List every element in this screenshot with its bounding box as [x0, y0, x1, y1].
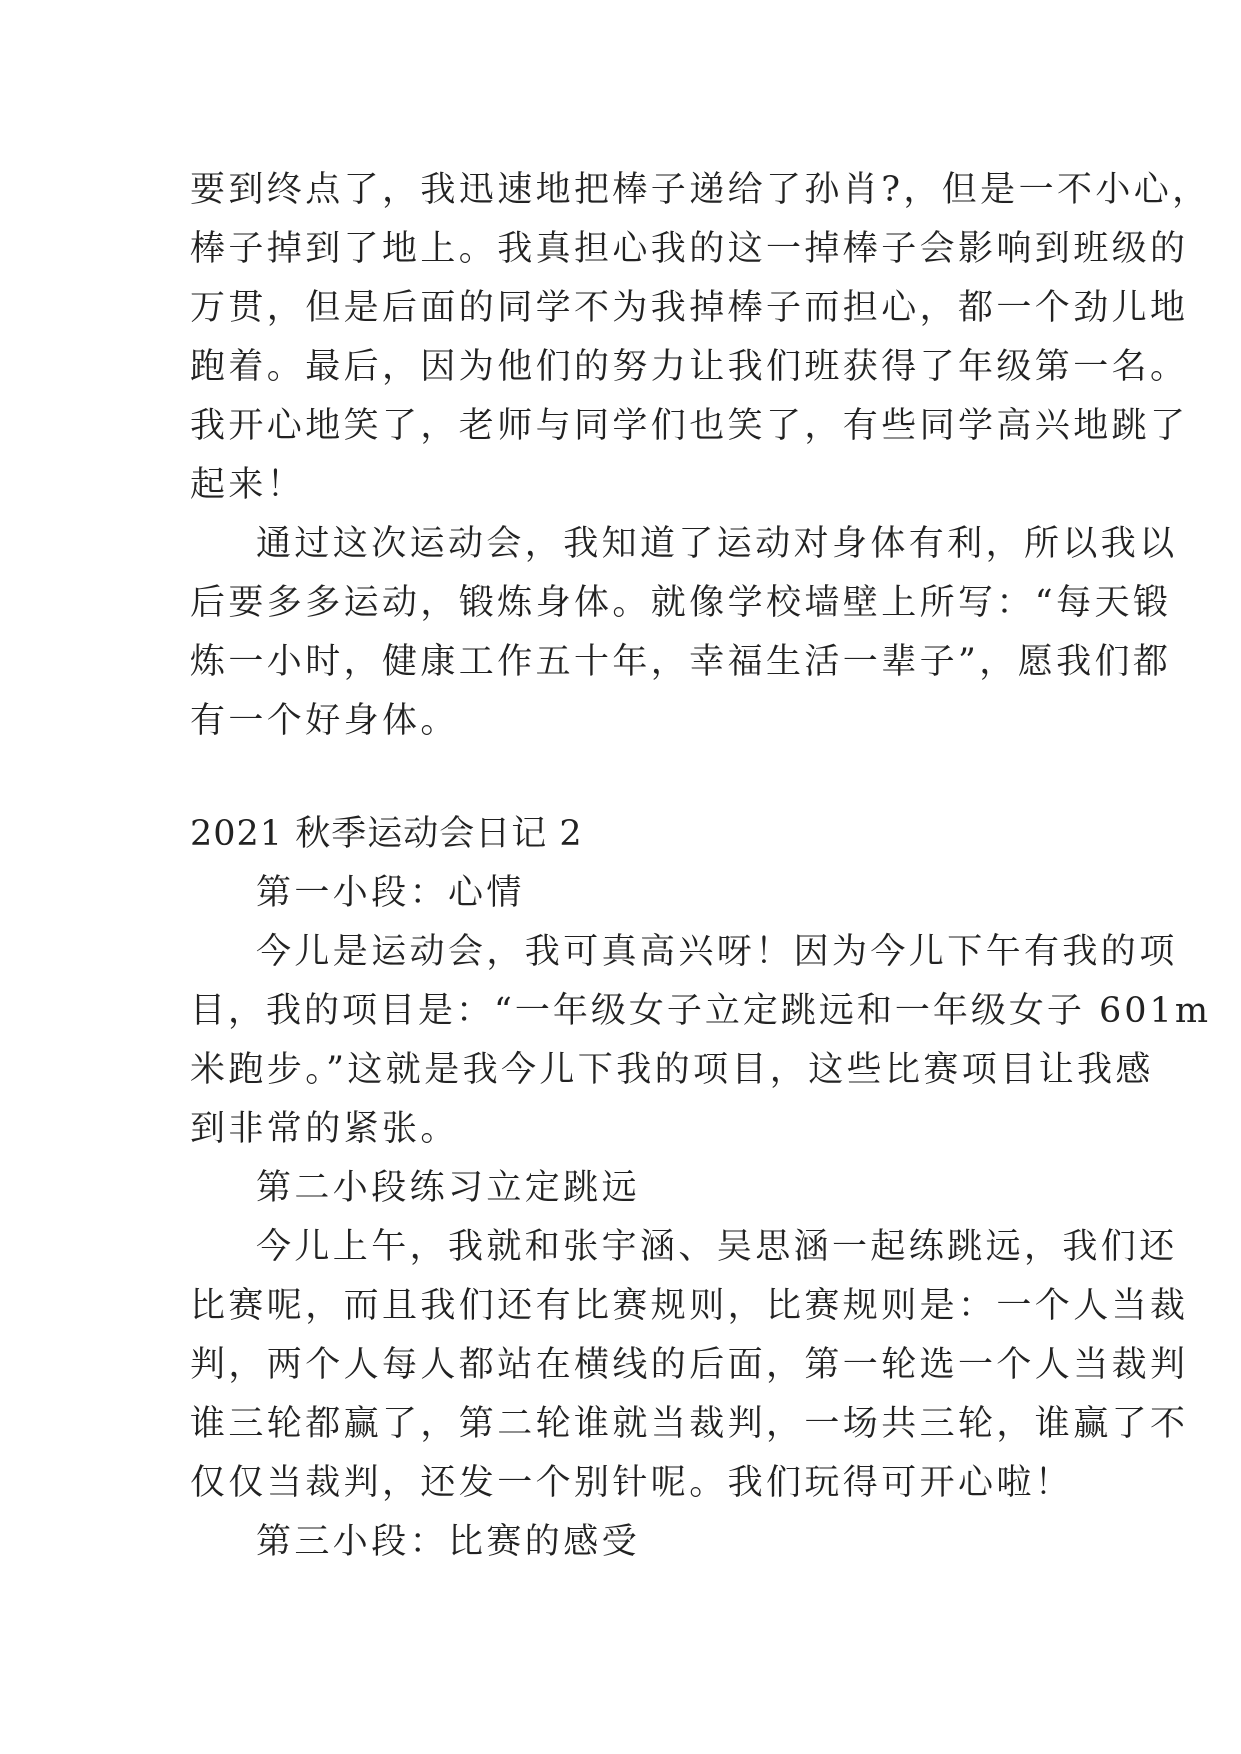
paragraph-line: 起来！	[190, 465, 306, 505]
paragraph-line: 今儿是运动会，我可真高兴呀！因为今儿下午有我的项	[256, 932, 1178, 972]
paragraph-line: 要到终点了，我迅速地把棒子递给了孙肖?，但是一不小心，	[190, 170, 1211, 210]
paragraph-line: 谁三轮都赢了，第二轮谁就当裁判，一场共三轮，谁赢了不	[190, 1404, 1189, 1444]
subsection-heading: 第二小段练习立定跳远	[256, 1168, 641, 1208]
paragraph-line: 跑着。最后，因为他们的努力让我们班获得了年级第一名。	[190, 347, 1189, 387]
subsection-heading: 第三小段：比赛的感受	[256, 1522, 641, 1562]
subsection-heading: 第一小段：心情	[256, 873, 525, 913]
paragraph-line: 通过这次运动会，我知道了运动对身体有利，所以我以	[256, 524, 1178, 564]
paragraph-line: 炼一小时，健康工作五十年，幸福生活一辈子”，愿我们都	[190, 642, 1172, 682]
section-title: 2021 秋季运动会日记 2	[190, 814, 583, 854]
paragraph-line: 到非常的紧张。	[190, 1109, 459, 1149]
paragraph-line: 今儿上午，我就和张宇涵、吴思涵一起练跳远，我们还	[256, 1227, 1178, 1267]
paragraph-line: 米跑步。”这就是我今儿下我的项目，这些比赛项目让我感	[190, 1050, 1154, 1090]
paragraph-line: 比赛呢，而且我们还有比赛规则，比赛规则是：一个人当裁	[190, 1286, 1189, 1326]
paragraph-line: 棒子掉到了地上。我真担心我的这一掉棒子会影响到班级的	[190, 229, 1189, 269]
paragraph-line: 后要多多运动，锻炼身体。就像学校墙壁上所写：“每天锻	[190, 583, 1172, 623]
paragraph-line: 目，我的项目是：“一年级女子立定跳远和一年级女子 601m	[190, 991, 1212, 1031]
paragraph-line: 我开心地笑了，老师与同学们也笑了，有些同学高兴地跳了	[190, 406, 1189, 446]
paragraph-line: 有一个好身体。	[190, 701, 459, 741]
paragraph-line: 仅仅当裁判，还发一个别针呢。我们玩得可开心啦！	[190, 1463, 1074, 1503]
paragraph-line: 万贯，但是后面的同学不为我掉棒子而担心，都一个劲儿地	[190, 288, 1189, 328]
paragraph-line: 判，两个人每人都站在横线的后面，第一轮选一个人当裁判	[190, 1345, 1189, 1385]
